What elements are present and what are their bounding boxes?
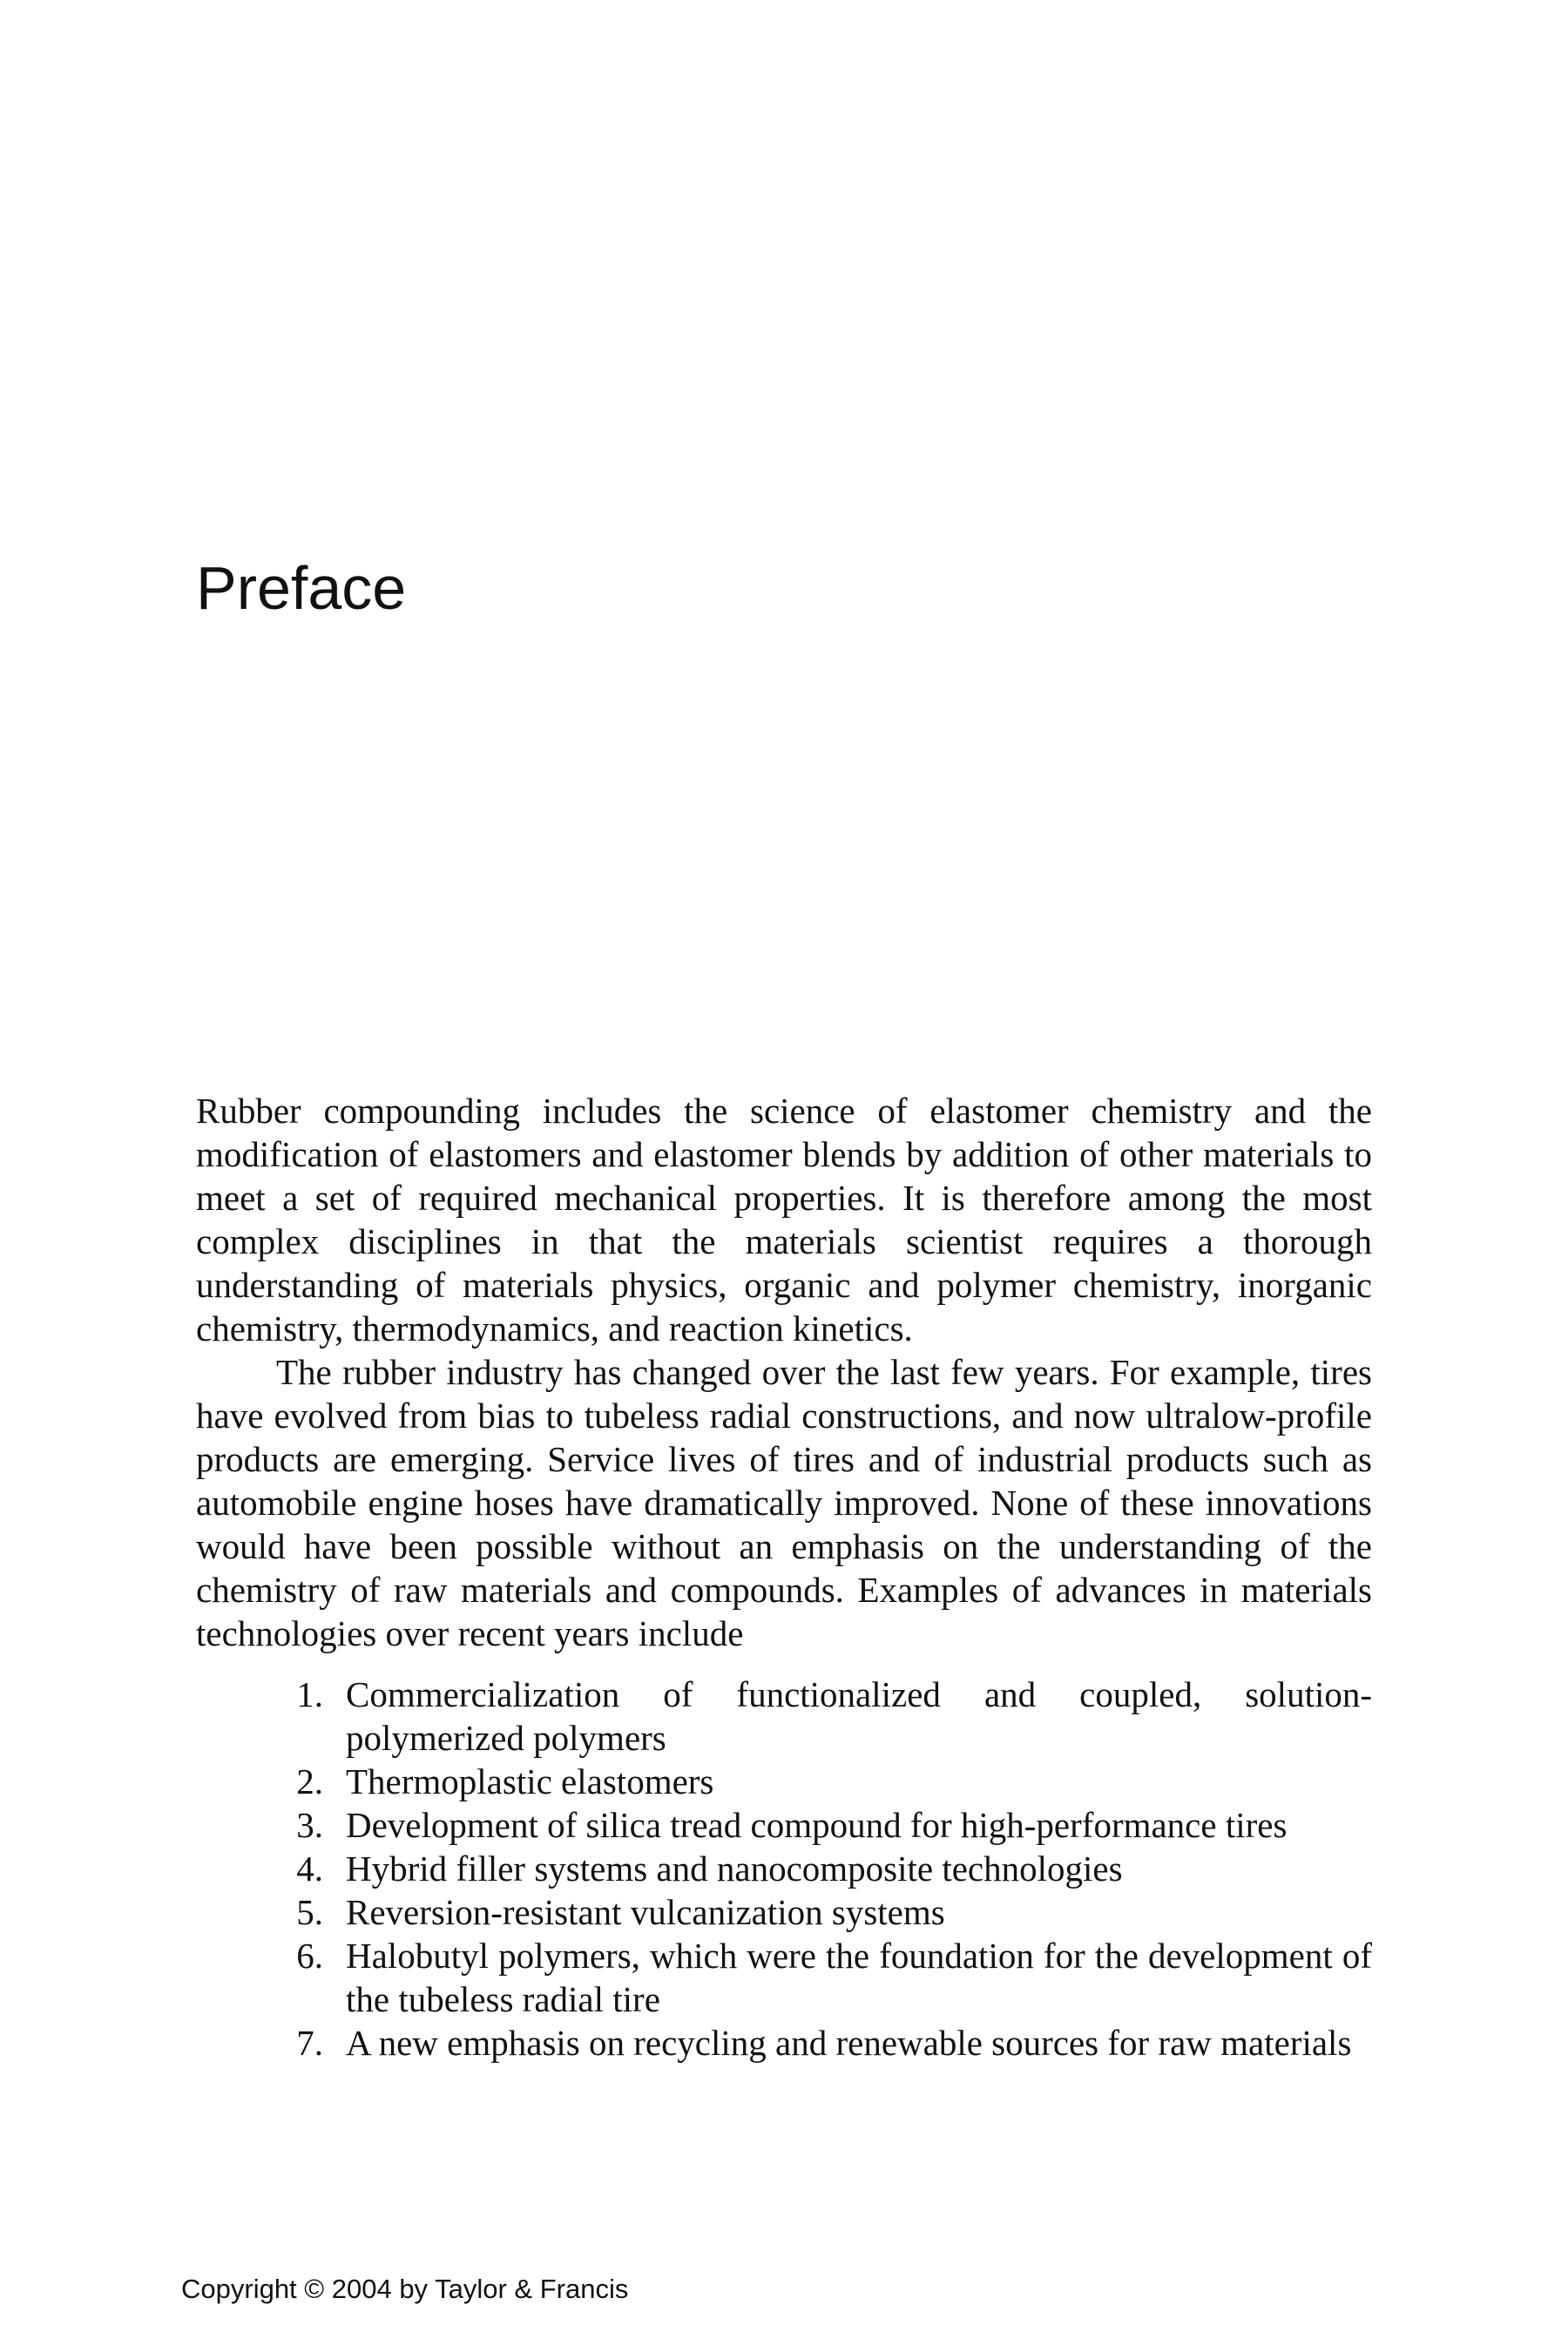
list-item (196, 1803, 1372, 1847)
list-item-text: A new emphasis on recycling and renewable sources for raw materials (346, 2023, 1352, 2063)
copyright-footer: Copyright © 2004 by Taylor & Francis (181, 2274, 629, 2304)
list-item-text: Reversion-resistant vulcanization systems (346, 1892, 945, 1932)
list-item-number: 3. (296, 1805, 323, 1845)
paragraph-industry: The rubber industry has changed over the last few years. For example, tires have evolved from bias to tubeless radial constructions, and now ultralow-profile products are emerging. Service lives of tires and of industrial products such as automobile engine hoses have dramatically improved. None of these innovations would have been possible without an emphasis on the understanding of the chemistry of raw materials and compounds. Examples of advances in materials technologies over recent years include (196, 1352, 1372, 1653)
list-item-text: Halobutyl polymers, which were the foundation for the development of the tubeless radial tire (346, 1936, 1372, 2019)
list-item-text: Hybrid filler systems and nanocomposite technologies (346, 1848, 1123, 1889)
list-item-number: 5. (296, 1892, 323, 1932)
advances-list (196, 1673, 1372, 2065)
list-item (196, 2021, 1372, 2065)
list-item (196, 1890, 1372, 1934)
paragraph-intro: Rubber compounding includes the science of elastomer chemistry and the modification of elastomers and elastomer blends by addition of other materials to meet a set of required mechanical properties. It is therefore among the most complex disciplines in that the materials scientist requires a thorough understanding of materials physics, organic and polymer chemistry, inorganic chemistry, thermodynamics, and reaction kinetics. (196, 1091, 1372, 1348)
page-title: Preface (196, 554, 407, 622)
list-item (196, 1673, 1372, 1760)
preface-body (196, 1089, 1372, 2065)
list-item-number: 7. (296, 2023, 323, 2063)
list-item-number: 2. (296, 1761, 323, 1801)
list-item (196, 1934, 1372, 2021)
list-item-number: 1. (296, 1674, 323, 1714)
list-item-number: 6. (296, 1936, 323, 1976)
list-item-text: Thermoplastic elastomers (346, 1761, 714, 1801)
list-item-text: Development of silica tread compound for high-performance tires (346, 1805, 1288, 1845)
list-item-text: Commercialization of functionalized and coupled, solution-polymerized polymers (346, 1674, 1372, 1758)
list-item (196, 1760, 1372, 1803)
list-item-number: 4. (296, 1848, 323, 1889)
list-item (196, 1847, 1372, 1890)
